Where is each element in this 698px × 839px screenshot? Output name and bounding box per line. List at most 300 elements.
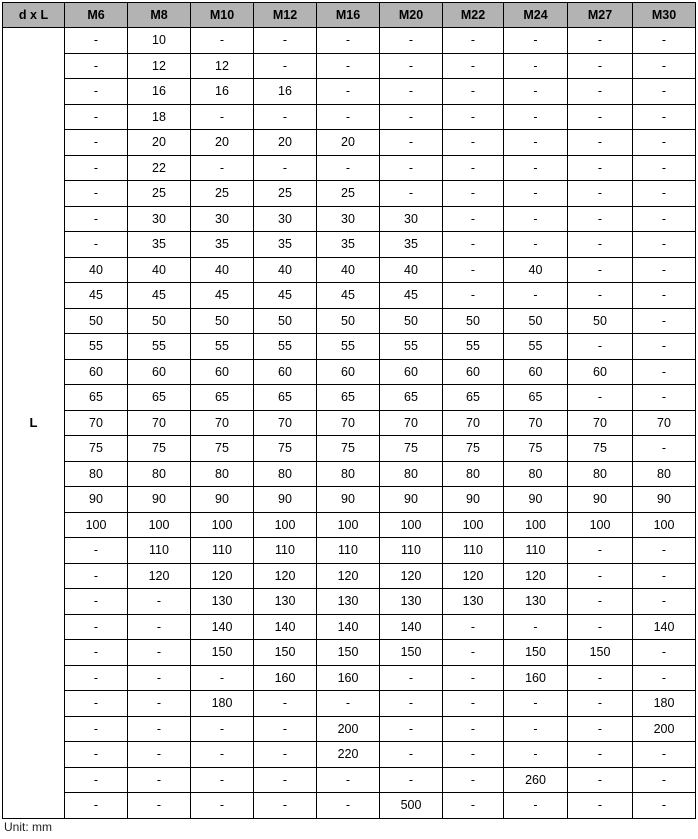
- table-cell: -: [568, 691, 633, 717]
- table-cell: -: [380, 79, 443, 105]
- table-cell: -: [128, 767, 191, 793]
- corner-header: d x L: [3, 3, 65, 28]
- table-cell: 45: [317, 283, 380, 309]
- table-row: [3, 436, 696, 462]
- table-cell: 65: [128, 385, 191, 411]
- table-cell: 45: [191, 283, 254, 309]
- table-cell: -: [317, 793, 380, 819]
- table-cell: -: [380, 155, 443, 181]
- table-cell: -: [254, 104, 317, 130]
- table-cell: 65: [380, 385, 443, 411]
- table-cell: -: [443, 53, 504, 79]
- table-cell: 110: [128, 538, 191, 564]
- table-cell: -: [443, 614, 504, 640]
- table-cell: -: [504, 716, 568, 742]
- table-cell: 180: [633, 691, 696, 717]
- table-cell: 65: [443, 385, 504, 411]
- table-cell: 35: [380, 232, 443, 258]
- table-cell: 75: [191, 436, 254, 462]
- table-cell: 65: [317, 385, 380, 411]
- table-cell: -: [65, 563, 128, 589]
- table-cell: 150: [317, 640, 380, 666]
- table-cell: 140: [317, 614, 380, 640]
- table-cell: 35: [317, 232, 380, 258]
- table-cell: 80: [443, 461, 504, 487]
- table-cell: 35: [191, 232, 254, 258]
- table-cell: -: [65, 79, 128, 105]
- table-cell: 75: [65, 436, 128, 462]
- table-cell: -: [65, 104, 128, 130]
- table-cell: 16: [254, 79, 317, 105]
- table-row: [3, 691, 696, 717]
- table-cell: -: [380, 181, 443, 207]
- table-cell: 55: [443, 334, 504, 360]
- unit-note: Unit: mm: [4, 820, 52, 834]
- table-cell: -: [191, 28, 254, 54]
- table-cell: 75: [380, 436, 443, 462]
- table-cell: -: [254, 53, 317, 79]
- table-cell: 45: [128, 283, 191, 309]
- table-row: [3, 206, 696, 232]
- table-cell: 70: [443, 410, 504, 436]
- table-row: [3, 104, 696, 130]
- table-row: [3, 793, 696, 819]
- table-cell: 40: [380, 257, 443, 283]
- table-cell: -: [128, 589, 191, 615]
- table-cell: -: [254, 793, 317, 819]
- table-cell: 110: [380, 538, 443, 564]
- table-cell: 25: [191, 181, 254, 207]
- table-cell: 70: [317, 410, 380, 436]
- table-cell: 110: [254, 538, 317, 564]
- table-cell: 60: [317, 359, 380, 385]
- table-cell: 80: [65, 461, 128, 487]
- table-row: [3, 512, 696, 538]
- table-row: [3, 614, 696, 640]
- table-cell: -: [317, 767, 380, 793]
- table-cell: -: [380, 665, 443, 691]
- table-cell: -: [568, 232, 633, 258]
- table-cell: -: [128, 742, 191, 768]
- table-cell: 100: [191, 512, 254, 538]
- table-cell: -: [568, 385, 633, 411]
- table-cell: -: [633, 359, 696, 385]
- table-cell: -: [254, 155, 317, 181]
- table-cell: 25: [128, 181, 191, 207]
- table-cell: -: [65, 793, 128, 819]
- column-header: M6: [65, 3, 128, 28]
- table-cell: 50: [504, 308, 568, 334]
- table-cell: 40: [191, 257, 254, 283]
- table-cell: -: [443, 206, 504, 232]
- table-cell: 40: [254, 257, 317, 283]
- table-cell: 40: [65, 257, 128, 283]
- table-cell: -: [633, 206, 696, 232]
- table-cell: 75: [317, 436, 380, 462]
- table-cell: -: [443, 130, 504, 156]
- table-row: [3, 589, 696, 615]
- table-row: [3, 487, 696, 513]
- table-cell: -: [504, 79, 568, 105]
- table-row: [3, 79, 696, 105]
- table-cell: 90: [254, 487, 317, 513]
- table-cell: -: [380, 716, 443, 742]
- table-cell: -: [568, 79, 633, 105]
- table-cell: -: [504, 206, 568, 232]
- table-cell: -: [504, 614, 568, 640]
- table-row: [3, 742, 696, 768]
- table-cell: -: [568, 53, 633, 79]
- table-cell: -: [633, 28, 696, 54]
- table-cell: 80: [633, 461, 696, 487]
- table-cell: 35: [128, 232, 191, 258]
- table-cell: 65: [504, 385, 568, 411]
- table-cell: 150: [568, 640, 633, 666]
- table-cell: 30: [128, 206, 191, 232]
- table-cell: 150: [504, 640, 568, 666]
- table-cell: -: [380, 742, 443, 768]
- table-cell: -: [568, 767, 633, 793]
- table-cell: -: [504, 28, 568, 54]
- table-cell: -: [380, 767, 443, 793]
- table-cell: -: [128, 640, 191, 666]
- table-cell: 30: [317, 206, 380, 232]
- table-cell: -: [568, 742, 633, 768]
- table-cell: -: [191, 155, 254, 181]
- table-cell: -: [633, 793, 696, 819]
- table-row: [3, 334, 696, 360]
- table-cell: 70: [128, 410, 191, 436]
- table-cell: -: [128, 793, 191, 819]
- table-cell: -: [443, 742, 504, 768]
- table-row: [3, 257, 696, 283]
- table-cell: 110: [191, 538, 254, 564]
- table-cell: 100: [443, 512, 504, 538]
- table-row: [3, 53, 696, 79]
- table-cell: -: [568, 716, 633, 742]
- table-cell: 10: [128, 28, 191, 54]
- table-cell: -: [568, 104, 633, 130]
- table-cell: 140: [633, 614, 696, 640]
- table-cell: 70: [191, 410, 254, 436]
- table-cell: -: [568, 206, 633, 232]
- table-cell: 50: [128, 308, 191, 334]
- table-row: [3, 665, 696, 691]
- table-cell: -: [317, 28, 380, 54]
- table-cell: 20: [191, 130, 254, 156]
- table-cell: 70: [504, 410, 568, 436]
- table-cell: -: [568, 563, 633, 589]
- table-cell: -: [65, 640, 128, 666]
- table-cell: -: [191, 767, 254, 793]
- table-cell: -: [128, 665, 191, 691]
- table-cell: -: [633, 742, 696, 768]
- table-row: [3, 283, 696, 309]
- table-cell: -: [633, 130, 696, 156]
- table-cell: 60: [128, 359, 191, 385]
- table-cell: 80: [380, 461, 443, 487]
- table-cell: 220: [317, 742, 380, 768]
- table-cell: 45: [65, 283, 128, 309]
- table-cell: -: [504, 53, 568, 79]
- table-row: [3, 359, 696, 385]
- table-cell: 180: [191, 691, 254, 717]
- table-cell: 45: [254, 283, 317, 309]
- table-cell: 100: [317, 512, 380, 538]
- table-cell: -: [317, 104, 380, 130]
- table-cell: 150: [254, 640, 317, 666]
- table-cell: 100: [128, 512, 191, 538]
- table-row: [3, 28, 696, 54]
- table-cell: -: [633, 538, 696, 564]
- table-cell: 80: [128, 461, 191, 487]
- table-cell: 60: [65, 359, 128, 385]
- table-cell: -: [254, 716, 317, 742]
- table-cell: -: [443, 181, 504, 207]
- table-cell: -: [128, 614, 191, 640]
- table-cell: -: [504, 181, 568, 207]
- table-cell: 90: [380, 487, 443, 513]
- table-cell: 50: [317, 308, 380, 334]
- table-cell: 40: [504, 257, 568, 283]
- table-cell: -: [65, 130, 128, 156]
- table-cell: -: [568, 257, 633, 283]
- table-cell: 120: [443, 563, 504, 589]
- table-cell: 260: [504, 767, 568, 793]
- table-cell: -: [443, 257, 504, 283]
- table-cell: 80: [317, 461, 380, 487]
- table-cell: 80: [568, 461, 633, 487]
- table-cell: 55: [254, 334, 317, 360]
- table-cell: 25: [254, 181, 317, 207]
- table-cell: 16: [128, 79, 191, 105]
- table-cell: 90: [504, 487, 568, 513]
- table-cell: 20: [317, 130, 380, 156]
- table-cell: 110: [443, 538, 504, 564]
- table-cell: 50: [65, 308, 128, 334]
- table-cell: 90: [568, 487, 633, 513]
- table-cell: -: [504, 742, 568, 768]
- table-cell: 100: [65, 512, 128, 538]
- table-cell: 130: [380, 589, 443, 615]
- table-cell: 120: [191, 563, 254, 589]
- table-cell: 20: [128, 130, 191, 156]
- table-cell: -: [380, 130, 443, 156]
- table-cell: -: [633, 640, 696, 666]
- column-header: M22: [443, 3, 504, 28]
- table-cell: 120: [380, 563, 443, 589]
- table-cell: -: [633, 589, 696, 615]
- table-cell: -: [65, 181, 128, 207]
- table-cell: 160: [254, 665, 317, 691]
- table-cell: -: [65, 53, 128, 79]
- column-header: M8: [128, 3, 191, 28]
- table-body: [3, 28, 696, 819]
- table-row: [3, 232, 696, 258]
- table-cell: 80: [191, 461, 254, 487]
- table-cell: -: [568, 589, 633, 615]
- table-cell: -: [380, 28, 443, 54]
- table-cell: -: [633, 308, 696, 334]
- table-cell: 120: [254, 563, 317, 589]
- table-cell: 55: [191, 334, 254, 360]
- table-cell: -: [633, 665, 696, 691]
- table-cell: 90: [443, 487, 504, 513]
- table-cell: 150: [191, 640, 254, 666]
- table-cell: 200: [633, 716, 696, 742]
- table-cell: -: [317, 53, 380, 79]
- table-cell: -: [254, 767, 317, 793]
- table-row: [3, 410, 696, 436]
- table-cell: -: [65, 538, 128, 564]
- table-cell: 70: [633, 410, 696, 436]
- table-cell: 80: [504, 461, 568, 487]
- table-cell: 25: [317, 181, 380, 207]
- table-cell: 70: [254, 410, 317, 436]
- table-cell: 60: [504, 359, 568, 385]
- table-cell: -: [191, 716, 254, 742]
- table-cell: 150: [380, 640, 443, 666]
- table-cell: 20: [254, 130, 317, 156]
- table-cell: -: [443, 691, 504, 717]
- table-cell: 110: [317, 538, 380, 564]
- table-cell: -: [568, 614, 633, 640]
- table-row: [3, 385, 696, 411]
- table-cell: -: [128, 716, 191, 742]
- table-cell: -: [633, 257, 696, 283]
- table-cell: 55: [128, 334, 191, 360]
- table-row: [3, 716, 696, 742]
- table-cell: -: [568, 283, 633, 309]
- table-cell: -: [65, 206, 128, 232]
- table-cell: 140: [380, 614, 443, 640]
- table-cell: 500: [380, 793, 443, 819]
- table-cell: 90: [128, 487, 191, 513]
- table-cell: 55: [380, 334, 443, 360]
- table-cell: -: [191, 665, 254, 691]
- table-cell: 90: [65, 487, 128, 513]
- column-header: M30: [633, 3, 696, 28]
- table-cell: -: [568, 334, 633, 360]
- table-cell: -: [191, 104, 254, 130]
- table-cell: 200: [317, 716, 380, 742]
- table-cell: 65: [254, 385, 317, 411]
- table-row: [3, 767, 696, 793]
- table-cell: -: [633, 283, 696, 309]
- table-cell: 50: [254, 308, 317, 334]
- table-cell: 60: [380, 359, 443, 385]
- table-cell: 130: [191, 589, 254, 615]
- table-cell: 60: [443, 359, 504, 385]
- table-cell: 30: [254, 206, 317, 232]
- table-cell: -: [254, 691, 317, 717]
- table-cell: 90: [191, 487, 254, 513]
- table-cell: 130: [504, 589, 568, 615]
- table-cell: -: [65, 742, 128, 768]
- column-header: M16: [317, 3, 380, 28]
- table-cell: -: [568, 793, 633, 819]
- table-cell: -: [317, 155, 380, 181]
- table-cell: 65: [65, 385, 128, 411]
- table-cell: 40: [317, 257, 380, 283]
- table-cell: -: [128, 691, 191, 717]
- table-cell: -: [443, 28, 504, 54]
- table-cell: 60: [191, 359, 254, 385]
- table-cell: 110: [504, 538, 568, 564]
- table-cell: -: [254, 742, 317, 768]
- table-cell: -: [443, 155, 504, 181]
- table-cell: -: [443, 767, 504, 793]
- table-row: [3, 130, 696, 156]
- table-cell: -: [65, 155, 128, 181]
- table-cell: 18: [128, 104, 191, 130]
- column-header: M10: [191, 3, 254, 28]
- table-cell: 90: [633, 487, 696, 513]
- table-cell: -: [568, 538, 633, 564]
- table-cell: 120: [317, 563, 380, 589]
- table-cell: -: [504, 104, 568, 130]
- bolt-length-table: [2, 2, 696, 819]
- table-cell: -: [504, 232, 568, 258]
- table-cell: 130: [254, 589, 317, 615]
- table-cell: -: [380, 104, 443, 130]
- table-cell: -: [443, 232, 504, 258]
- table-cell: -: [443, 640, 504, 666]
- table-cell: 100: [633, 512, 696, 538]
- table-cell: -: [65, 691, 128, 717]
- table-cell: 120: [504, 563, 568, 589]
- table-cell: 140: [191, 614, 254, 640]
- table-cell: 50: [568, 308, 633, 334]
- table-cell: -: [633, 334, 696, 360]
- table-cell: -: [504, 130, 568, 156]
- table-cell: -: [443, 283, 504, 309]
- table-cell: 22: [128, 155, 191, 181]
- table-cell: -: [443, 104, 504, 130]
- table-cell: -: [65, 767, 128, 793]
- table-cell: -: [317, 79, 380, 105]
- table-cell: -: [504, 283, 568, 309]
- table-cell: 50: [380, 308, 443, 334]
- column-header: M20: [380, 3, 443, 28]
- table-cell: 55: [65, 334, 128, 360]
- column-header: M12: [254, 3, 317, 28]
- table-cell: 120: [128, 563, 191, 589]
- table-cell: -: [443, 716, 504, 742]
- table-cell: 160: [317, 665, 380, 691]
- table-row: [3, 155, 696, 181]
- table-cell: 50: [443, 308, 504, 334]
- table-cell: 55: [317, 334, 380, 360]
- table-cell: 16: [191, 79, 254, 105]
- table-cell: -: [380, 691, 443, 717]
- table-cell: 130: [443, 589, 504, 615]
- table-cell: 75: [254, 436, 317, 462]
- table-cell: -: [568, 181, 633, 207]
- table-cell: -: [633, 155, 696, 181]
- table-cell: -: [317, 691, 380, 717]
- table-cell: -: [633, 181, 696, 207]
- table-row: [3, 181, 696, 207]
- table-cell: 12: [191, 53, 254, 79]
- table-cell: 70: [568, 410, 633, 436]
- table-row: [3, 563, 696, 589]
- table-cell: -: [633, 104, 696, 130]
- table-cell: -: [443, 665, 504, 691]
- table-cell: 30: [380, 206, 443, 232]
- table-cell: -: [65, 28, 128, 54]
- table-row: [3, 538, 696, 564]
